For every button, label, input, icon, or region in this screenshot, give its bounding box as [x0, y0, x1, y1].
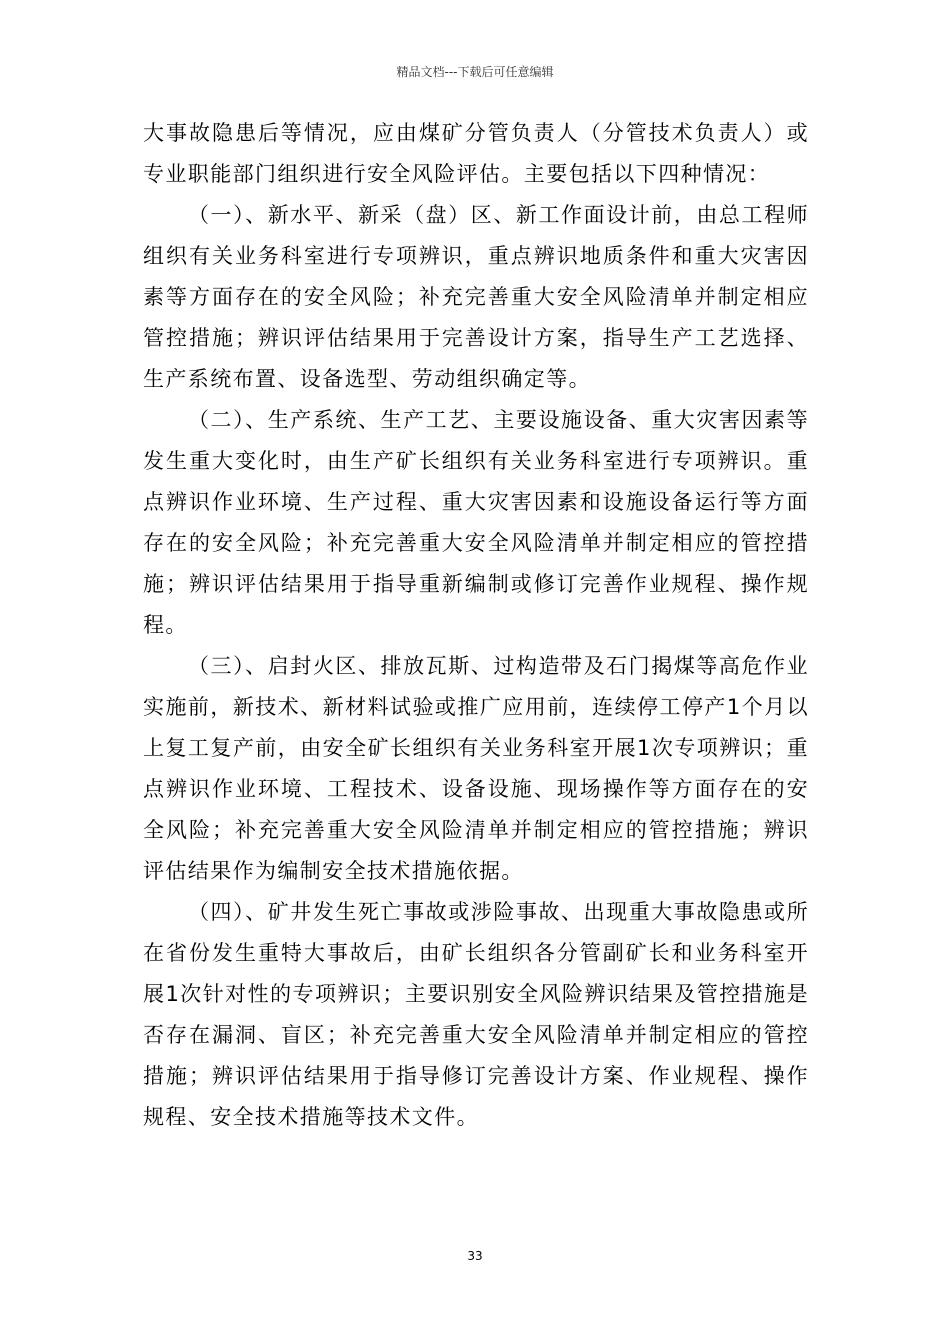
paragraph-item-3: （三）、启封火区、排放瓦斯、过构造带及石门揭煤等高危作业实施前，新技术、新材料试验或推广应用前，连续停工停产1个月以上复工复产前，由安全矿长组织有关业务科室开展1次专项辨识；重点辨识作业环境、工程技术、设备设施、现场操作等方面存在的安全风险；补充完善重大安全风险清单并制定相应的管控措施；辨识评估结果作为编制安全技术措施依据。: [143, 654, 809, 883]
paragraph-item-4: （四）、矿井发生死亡事故或涉险事故、出现重大事故隐患或所在省份发生重特大事故后，由矿长组织各分管副矿长和业务科室开展1次针对性的专项辨识；主要识别安全风险辨识结果及管控措施是否存在漏洞、盲区；补充完善重大安全风险清单并制定相应的管控措施；辨识评估结果用于指导修订完善设计方案、作业规程、操作规程、安全技术措施等技术文件。: [143, 900, 809, 1129]
paragraph-item-1: （一）、新水平、新采（盘）区、新工作面设计前，由总工程师组织有关业务科室进行专项辨识，重点辨识地质条件和重大灾害因素等方面存在的安全风险；补充完善重大安全风险清单并制定相应管控措施；辨识评估结果用于完善设计方案，指导生产工艺选择、生产系统布置、设备选型、劳动组织确定等。: [143, 203, 809, 391]
paragraph-intro: 大事故隐患后等情况，应由煤矿分管负责人（分管技术负责人）或专业职能部门组织进行安全风险评估。主要包括以下四种情况：: [143, 121, 809, 186]
page-header: 精品文档---下载后可任意编辑: [396, 65, 554, 79]
document-body: [143, 113, 809, 1138]
page-number: 33: [467, 1249, 483, 1263]
paragraph-item-2: （二）、生产系统、生产工艺、主要设施设备、重大灾害因素等发生重大变化时，由生产矿长组织有关业务科室进行专项辨识。重点辨识作业环境、生产过程、重大灾害因素和设施设备运行等方面存在的安全风险；补充完善重大安全风险清单并制定相应的管控措施；辨识评估结果用于指导重新编制或修订完善作业规程、操作规程。: [143, 408, 809, 637]
